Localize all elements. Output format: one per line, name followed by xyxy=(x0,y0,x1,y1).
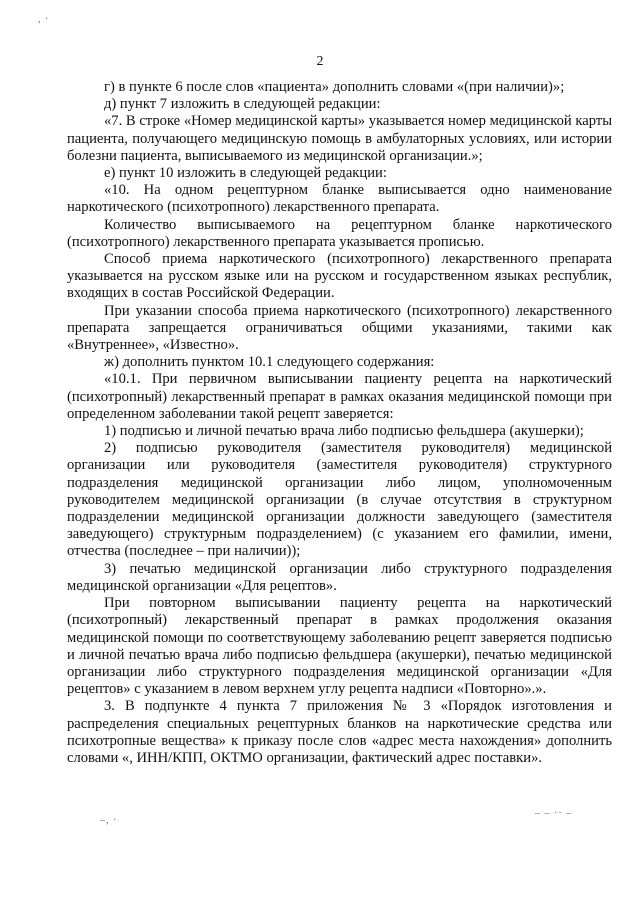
paragraph: «10. На одном рецептурном бланке выписывается одно наименование наркотического (психотропного) лекарственного препарата. xyxy=(67,182,612,216)
paragraph: При указании способа приема наркотического (психотропного) лекарственного препарата запрещается ограничиваться общими указаниями, такими как «Внутреннее», «Известно». xyxy=(67,302,612,354)
paragraph: 2) подписью руководителя (заместителя руководителя) медицинской организации или руководителя (заместителя руководителя) структурного подразделения медицинской организации либо лицом, уполномоченным руководителем медицинской организации (в случае отсутствия в структурном подразделении медицинской организации должности заведующего (заместителя заведующего) структурным подразделением) (с указанием его фамилии, имени, отчества (последнее – при наличии)); xyxy=(67,440,612,560)
paragraph: г) в пункте 6 после слов «пациента» дополнить словами «(при наличии)»; xyxy=(104,79,565,95)
paragraph: е) пункт 10 изложить в следующей редакции: xyxy=(104,165,387,182)
scan-artifact-mark: , · xyxy=(38,14,50,25)
paragraph: Способ приема наркотического (психотропного) лекарственного препарата указывается на русском языке или на русском и государственном языках республик, входящих в состав Российской Федерации. xyxy=(67,251,612,302)
paragraph: д) пункт 7 изложить в следующей редакции: xyxy=(104,96,381,113)
paragraph: 1) подписью и личной печатью врача либо подписью фельдшера (акушерки); xyxy=(104,423,584,440)
scan-artifact-mark: – – ·· – xyxy=(535,808,573,819)
paragraph: ж) дополнить пунктом 10.1 следующего содержания: xyxy=(104,354,435,371)
document-body xyxy=(67,79,612,767)
paragraph: «10.1. При первичном выписывании пациенту рецепта на наркотический (психотропный) лекарственный препарат в рамках оказания медицинской помощи при определенном заболевании такой рецепт заверяется: xyxy=(67,371,612,422)
page-number: 2 xyxy=(316,54,324,69)
scan-artifact-mark: –, · xyxy=(100,815,118,826)
paragraph: «7. В строке «Номер медицинской карты» указывается номер медицинской карты пациента, получающего медицинскую помощь в амбулаторных условиях, или истории болезни пациента, выписываемого из медицинской организации.»; xyxy=(67,113,612,164)
paragraph: 3) печатью медицинской организации либо структурного подразделения медицинской организации «Для рецептов». xyxy=(67,560,612,594)
paragraph: 3. В подпункте 4 пункта 7 приложения № 3 «Порядок изготовления и распределения специальных рецептурных бланков на наркотические средства или психотропные вещества» к приказу после слов «адрес места нахождения» дополнить словами «, ИНН/КПП, ОКТМО организации, фактический адрес поставки». xyxy=(67,698,612,766)
paragraph: Количество выписываемого на рецептурном бланке наркотического (психотропного) лекарственного препарата указывается прописью. xyxy=(67,216,612,250)
paragraph: При повторном выписывании пациенту рецепта на наркотический (психотропный) лекарственный препарат в рамках продолжения оказания медицинской помощи по соответствующему заболеванию рецепт заверяется подписью и личной печатью врача либо подписью фельдшера (акушерки), печатью медицинской организации либо структурного подразделения медицинской организации «Для рецептов» с указанием в левом верхнем углу рецепта надписи «Повторно».». xyxy=(67,595,612,698)
